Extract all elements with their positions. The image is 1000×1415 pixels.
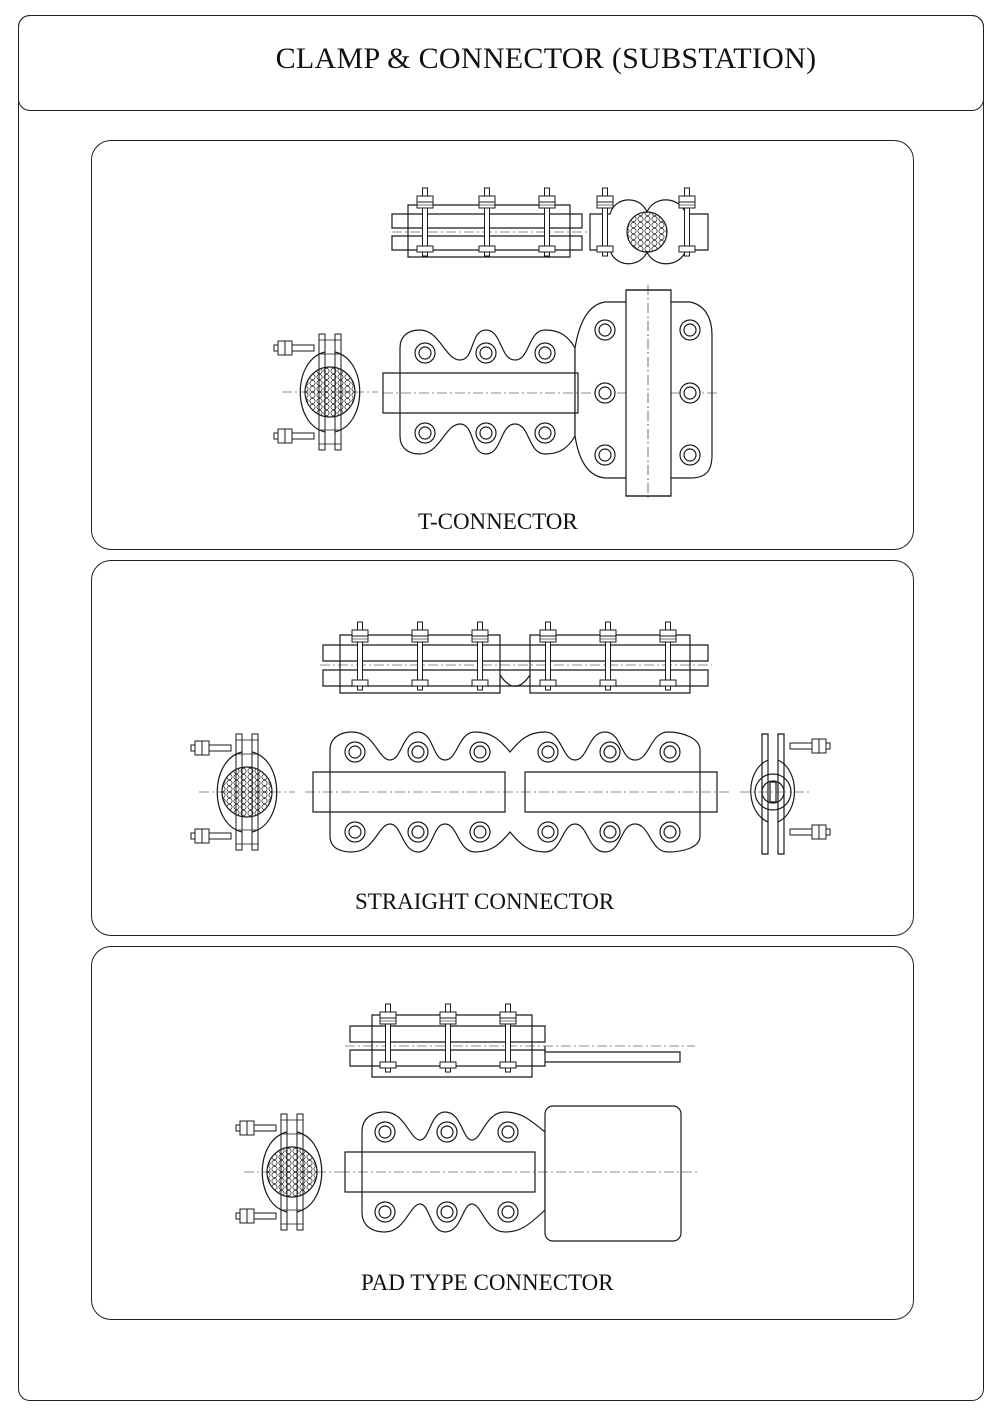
straight-connector-plan-view [305, 732, 730, 852]
t-connector-end-view [274, 334, 378, 450]
caption-straight-connector: STRAIGHT CONNECTOR [355, 889, 615, 914]
page-title: CLAMP & CONNECTOR (SUBSTATION) [275, 42, 817, 75]
pad-connector-side-view [345, 1004, 695, 1077]
pad-connector-end-view [236, 1114, 340, 1230]
t-connector-side-view [392, 188, 708, 264]
straight-connector-end-view-right [740, 734, 830, 854]
caption-pad-type-connector: PAD TYPE CONNECTOR [361, 1270, 614, 1295]
pad-connector-plan-view [340, 1106, 700, 1241]
t-connector-plan-view [383, 285, 720, 500]
straight-connector-side-view [320, 622, 712, 693]
caption-t-connector: T-CONNECTOR [418, 509, 578, 534]
straight-connector-end-view-left [191, 734, 295, 850]
